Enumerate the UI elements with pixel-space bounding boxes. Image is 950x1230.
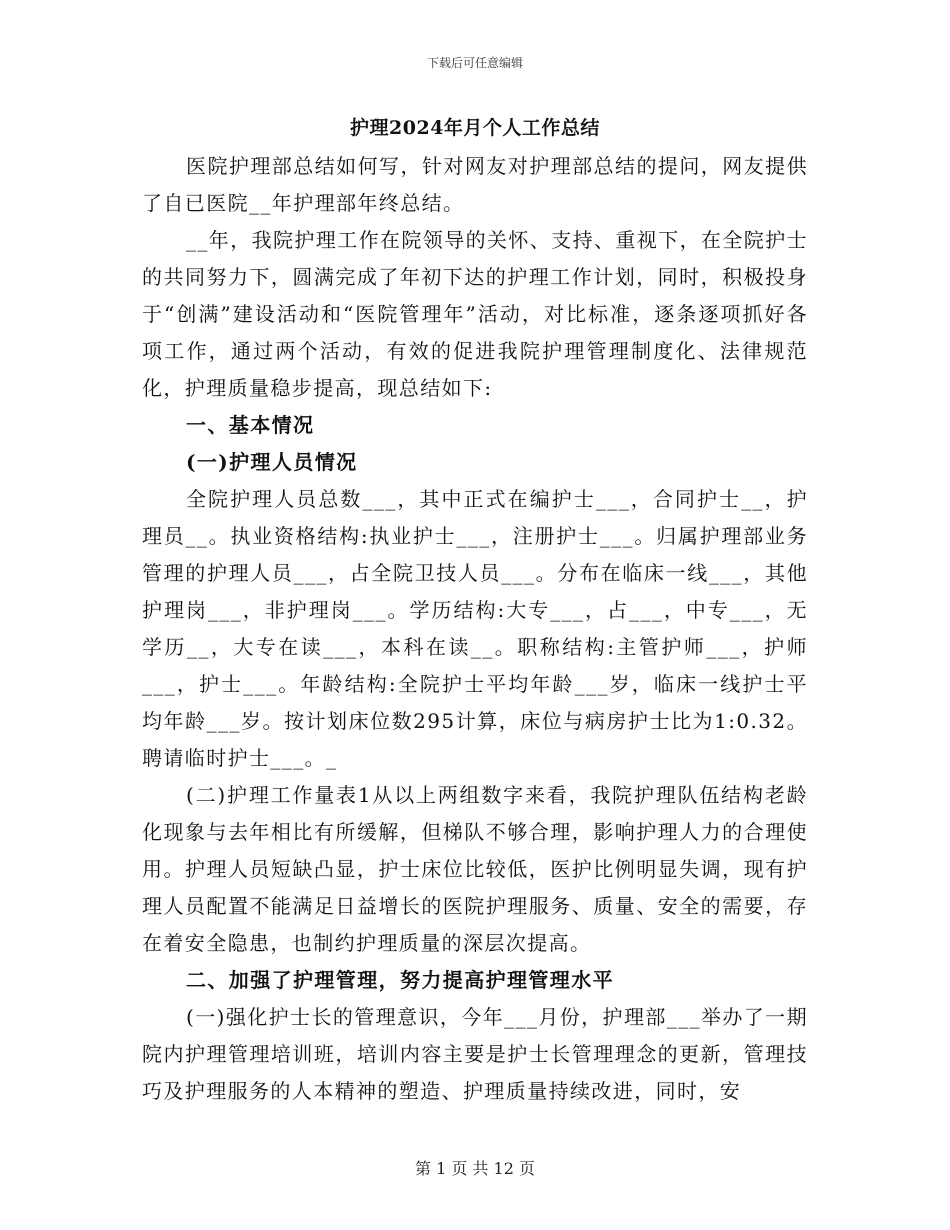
subsection-heading-staff: (一)护理人员情况: [186, 450, 358, 474]
document-body: [142, 108, 808, 1110]
intro-paragraph: 医院护理部总结如何写，针对网友对护理部总结的提问，网友提供了自已医院__年护理部年终总结。: [142, 154, 808, 215]
management-paragraph: (一)强化护士长的管理意识，今年___月份，护理部___举办了一期院内护理管理培训班，培训内容主要是护士长管理理念的更新，管理技巧及护理服务的人本精神的塑造、护理质量持续改进，同时，安: [142, 1005, 808, 1103]
section-heading-management: 二、加强了护理管理，努力提高护理管理水平: [186, 968, 614, 992]
staff-statistics-paragraph: 全院护理人员总数___，其中正式在编护士___，合同护士__，护理员__。执业资格结构:执业护士___，注册护士___。归属护理部业务管理的护理人员___，占全院卫技人员___。分布在临床一线___，其他护理岗___，非护理岗___。学历结构:大专___，占___，中专___，无学历__，大专在读___，本科在读__。职称结构:主管护师___，护师___，护士___。年龄结构:全院护士平均年龄___岁，临床一线护士平均年龄___岁。按计划床位数295计算，床位与病房护士比为1:0.32。聘请临时护士___。_: [142, 487, 808, 770]
summary-paragraph: __年，我院护理工作在院领导的关怀、支持、重视下，在全院护士的共同努力下，圆满完成了年初下达的护理工作计划，同时，积极投身于“创满”建设活动和“医院管理年”活动，对比标准，逐条逐项抓好各项工作，通过两个活动，有效的促进我院护理管理制度化、法律规范化，护理质量稳步提高，现总结如下:: [142, 228, 808, 400]
header-note: 下载后可任意编辑: [426, 56, 523, 70]
page-number: 第 1 页 共 12 页: [415, 1159, 535, 1178]
workload-paragraph: (二)护理工作量表1从以上两组数字来看，我院护理队伍结构老龄化现象与去年相比有所缓解，但梯队不够合理，影响护理人力的合理使用。护理人员短缺凸显，护士床位比较低，医护比例明显失调，现有护理人员配置不能满足日益增长的医院护理服务、质量、安全的需要，存在着安全隐患，也制约护理质量的深层次提高。: [142, 783, 808, 955]
document-title: 护理2024年月个人工作总结: [350, 117, 600, 139]
section-heading-basic-situation: 一、基本情况: [186, 413, 315, 437]
